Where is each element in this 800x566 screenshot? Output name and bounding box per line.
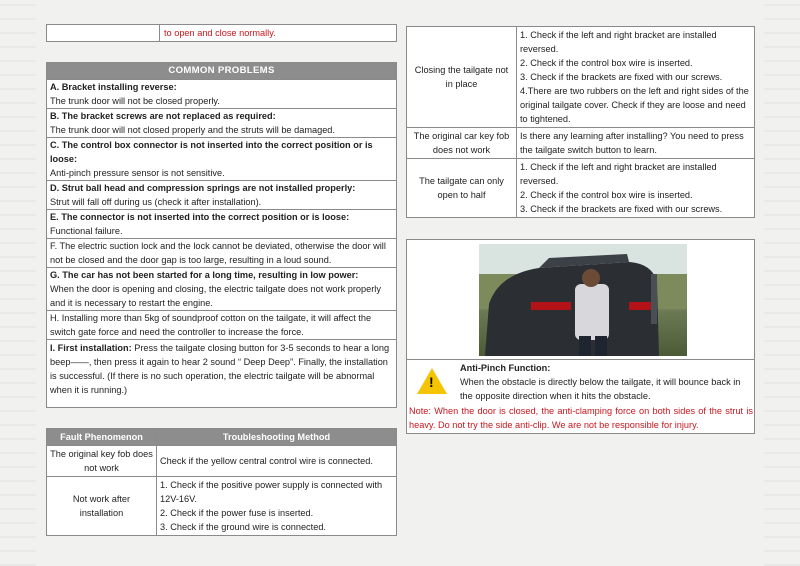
warning-symbol: ! xyxy=(429,374,434,390)
right-table-box xyxy=(406,26,755,224)
fault-table-header xyxy=(47,429,397,446)
common-problem-item xyxy=(47,209,396,238)
method-line: 4.There are two rubbers on the left and right sides of the original tailgate cover. Check if they are loose and need to tightened. xyxy=(520,86,749,124)
anti-pinch-box xyxy=(406,239,755,434)
fault-phenomenon-header: Fault Phenomenon xyxy=(47,429,157,446)
common-problem-first-installation xyxy=(47,339,396,397)
common-problems-list xyxy=(47,79,396,339)
common-problem-item xyxy=(47,137,396,180)
problem-text: F. The electric suction lock and the lock cannot be deviated, otherwise the door will not be closed and the door gap is too large, resulting in a loud sound. xyxy=(50,241,386,265)
common-problem-item xyxy=(47,180,396,209)
problem-title: B. The bracket screws are not replaced as required: xyxy=(50,111,276,121)
left-watermark-strip xyxy=(0,0,36,566)
fault-cell: Closing the tailgate not in place xyxy=(407,27,517,128)
common-problem-item xyxy=(47,310,396,339)
anti-pinch-title: Anti-Pinch Function: xyxy=(460,363,551,373)
right-troubleshooting-table xyxy=(406,26,755,218)
fault-table-box xyxy=(46,428,397,536)
fault-cell: The original key fob does not work xyxy=(47,446,157,477)
method-cell xyxy=(157,446,397,477)
fault-cell: Not work after installation xyxy=(47,477,157,536)
problem-text: When the door is opening and closing, the electric tailgate does not work properly and it is necessary to restart the engine. xyxy=(50,284,381,308)
method-line: Check if the yellow central control wire is connected. xyxy=(160,456,373,466)
method-line: Is there any learning after installing? You need to press the tailgate switch button to learn. xyxy=(520,131,744,155)
method-cell xyxy=(517,159,755,218)
method-cell xyxy=(517,27,755,128)
fault-table xyxy=(46,428,397,536)
problem-text: H. Installing more than 5kg of soundproof cotton on the tailgate, it will affect the switch gate force and need the controller to increase the force. xyxy=(50,313,372,337)
table-row xyxy=(407,159,755,218)
method-line: 2. Check if the control box wire is inserted. xyxy=(520,58,693,68)
common-problem-item xyxy=(47,79,396,108)
common-problem-item xyxy=(47,267,396,310)
problem-title: G. The car has not been started for a long time, resulting in low power: xyxy=(50,270,359,280)
problem-text: Strut will fall off during us (check it after installation). xyxy=(50,197,262,207)
table-row xyxy=(407,128,755,159)
common-problem-item xyxy=(47,108,396,137)
problem-title: E. The connector is not inserted into the correct position or is loose: xyxy=(50,212,350,222)
problem-title: A. Bracket installing reverse: xyxy=(50,82,177,92)
method-line: 3. Check if the brackets are fixed with our screws. xyxy=(520,72,723,82)
method-cell xyxy=(517,128,755,159)
problem-title: C. The control box connector is not inserted into the correct position or is loose: xyxy=(50,140,373,164)
anti-pinch-note: Note: When the door is closed, the anti-clamping force on both sides of the strut is heavy. Do not try the side anti-clip. We are not be responsible for injury. xyxy=(409,406,753,430)
tailgate-photo xyxy=(479,244,687,356)
troubleshooting-method-header: Troubleshooting Method xyxy=(157,429,397,446)
fault-cell: The tailgate can only open to half xyxy=(407,159,517,218)
fault-cell: The original car key fob does not work xyxy=(407,128,517,159)
method-line: 3. Check if the ground wire is connected. xyxy=(160,522,326,532)
table-row xyxy=(47,477,397,536)
table-row xyxy=(47,446,397,477)
top-note-box xyxy=(46,24,397,42)
common-problems-box xyxy=(46,62,397,408)
anti-pinch-text: When the obstacle is directly below the tailgate, it will bounce back in the opposite direction when it hits the obstacle. xyxy=(460,377,741,401)
method-line: 1. Check if the left and right bracket are installed reversed. xyxy=(520,30,717,54)
method-line: 1. Check if the positive power supply is connected with 12V-16V. xyxy=(160,480,383,504)
problem-title: D. Strut ball head and compression springs are not installed properly: xyxy=(50,183,356,193)
method-line: 3. Check if the brackets are fixed with our screws. xyxy=(520,204,723,214)
method-cell xyxy=(157,477,397,536)
first-installation-text: Press the tailgate closing button for 3-5 seconds to hear a long beep——, then press it again to hear 2 sound “ Deep Deep”. Finally, the installation is successful. (If there is no such operation, the electric tailgate will be abnormal when it is running.) xyxy=(50,343,390,395)
method-line: 2. Check if the power fuse is inserted. xyxy=(160,508,314,518)
warning-icon xyxy=(417,368,447,394)
problem-text: Anti-pinch pressure sensor is not sensitive. xyxy=(50,168,225,178)
method-line: 1. Check if the left and right bracket are installed reversed. xyxy=(520,162,717,186)
common-problems-title: COMMON PROBLEMS xyxy=(47,63,396,79)
top-note-text: to open and close normally. xyxy=(164,28,276,38)
problem-text: The trunk door will not be closed properly. xyxy=(50,96,220,106)
common-problem-item xyxy=(47,238,396,267)
table-row xyxy=(407,27,755,128)
problem-text: Functional failure. xyxy=(50,226,123,236)
problem-text: The trunk door will not closed properly and the struts will be damaged. xyxy=(50,125,335,135)
first-installation-title: I. First installation: xyxy=(50,343,132,353)
method-line: 2. Check if the control box wire is inserted. xyxy=(520,190,693,200)
right-watermark-strip xyxy=(764,0,800,566)
tailgate-photo-svg xyxy=(479,244,687,356)
